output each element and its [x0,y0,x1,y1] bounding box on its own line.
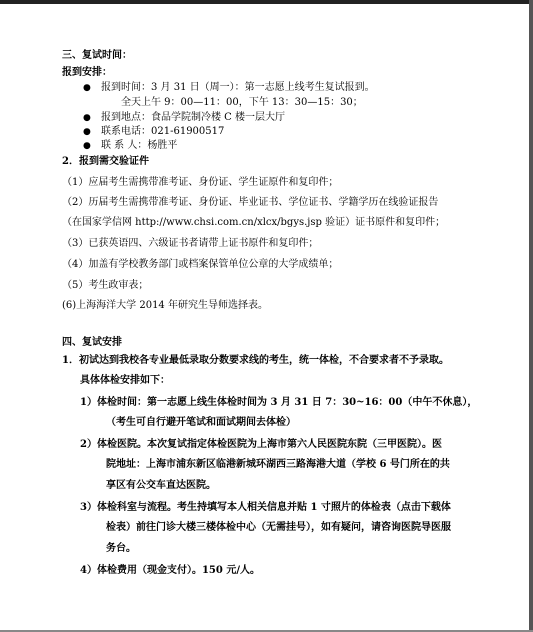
report-location: 报到地点：食品学院制冷楼 C 楼一层大厅 [101,112,286,123]
exam-line: 2）体检医院。本次复试指定体检医院为上海市第六人民医院东院（三甲医院）。医 [80,439,442,450]
report-time: 报到时间：3 月 31 日（周一）：第一志愿上线考生复试报到。 [101,82,375,93]
bullet-icon: ● [83,113,91,123]
exam-intro: 具体体检安排如下： [80,375,170,386]
exam-line: 1）体检时间：第一志愿上线生体检时间为 3 月 31 日 7：30~16：00（中午不休息）， [80,397,478,408]
section3-heading: 三、复试时间： [62,50,132,61]
exam-line: 院地址：上海市浦东新区临港新城环湖西三路海港大道（学校 6 号门所在的共 [106,459,450,470]
exam-line: 4）体检费用（现金支付）。150 元/人。 [80,565,260,576]
document-item: （1）应届考生需携带准考证、身份证、学生证原件和复印件； [62,177,339,188]
document-item: （2）历届考生需携带准考证、身份证、毕业证书、学位证书、学籍学历在线验证报告 [62,197,439,208]
report-time-continuation: 全天上午 9：00—11：00，下午 13：30—15：30； [121,97,363,108]
contact-phone: 联系电话：021-61900517 [101,126,225,137]
page-right-border [529,0,533,632]
exam-line: （考生可自行避开笔试和面试期间去体检） [106,417,296,428]
exam-line: 享区有公交车直达医院。 [106,480,216,491]
exam-requirement: 1．初试达到我校各专业最低录取分数要求线的考生，统一体检，不合要求者不予录取。 [62,355,449,366]
exam-line: 检表）前往门诊大楼三楼体检中心（无需挂号），如有疑问，请咨询医院导医服 [106,522,451,533]
document-item: (6)上海海洋大学 2014 年研究生导师选择表。 [62,300,268,311]
exam-line: 务台。 [106,543,136,554]
document-item: （5）考生政审表； [62,280,149,291]
bullet-icon: ● [83,141,91,151]
bullet-icon: ● [83,127,91,137]
document-item: （3）已获英语四、六级证书者请带上证书原件和复印件； [62,238,319,249]
exam-line: 3）体检科室与流程。考生持填写本人相关信息并贴 1 寸照片的体检表（点击下载体 [80,502,451,513]
documents-title: 2．报到需交验证件 [62,156,149,167]
bullet-icon: ● [83,83,91,93]
document-item: （在国家学信网 http://www.chsi.com.cn/xlcx/bgys.jsp 验证）证书原件和复印件； [62,217,446,228]
page-top-border [0,0,533,4]
document-item: （4）加盖有学校教务部门或档案保管单位公章的大学成绩单； [62,259,339,270]
contact-person: 联 系 人：杨胜平 [101,140,178,151]
report-arrangement-title: 报到安排： [62,67,112,78]
section4-heading: 四、复试安排 [62,337,122,348]
